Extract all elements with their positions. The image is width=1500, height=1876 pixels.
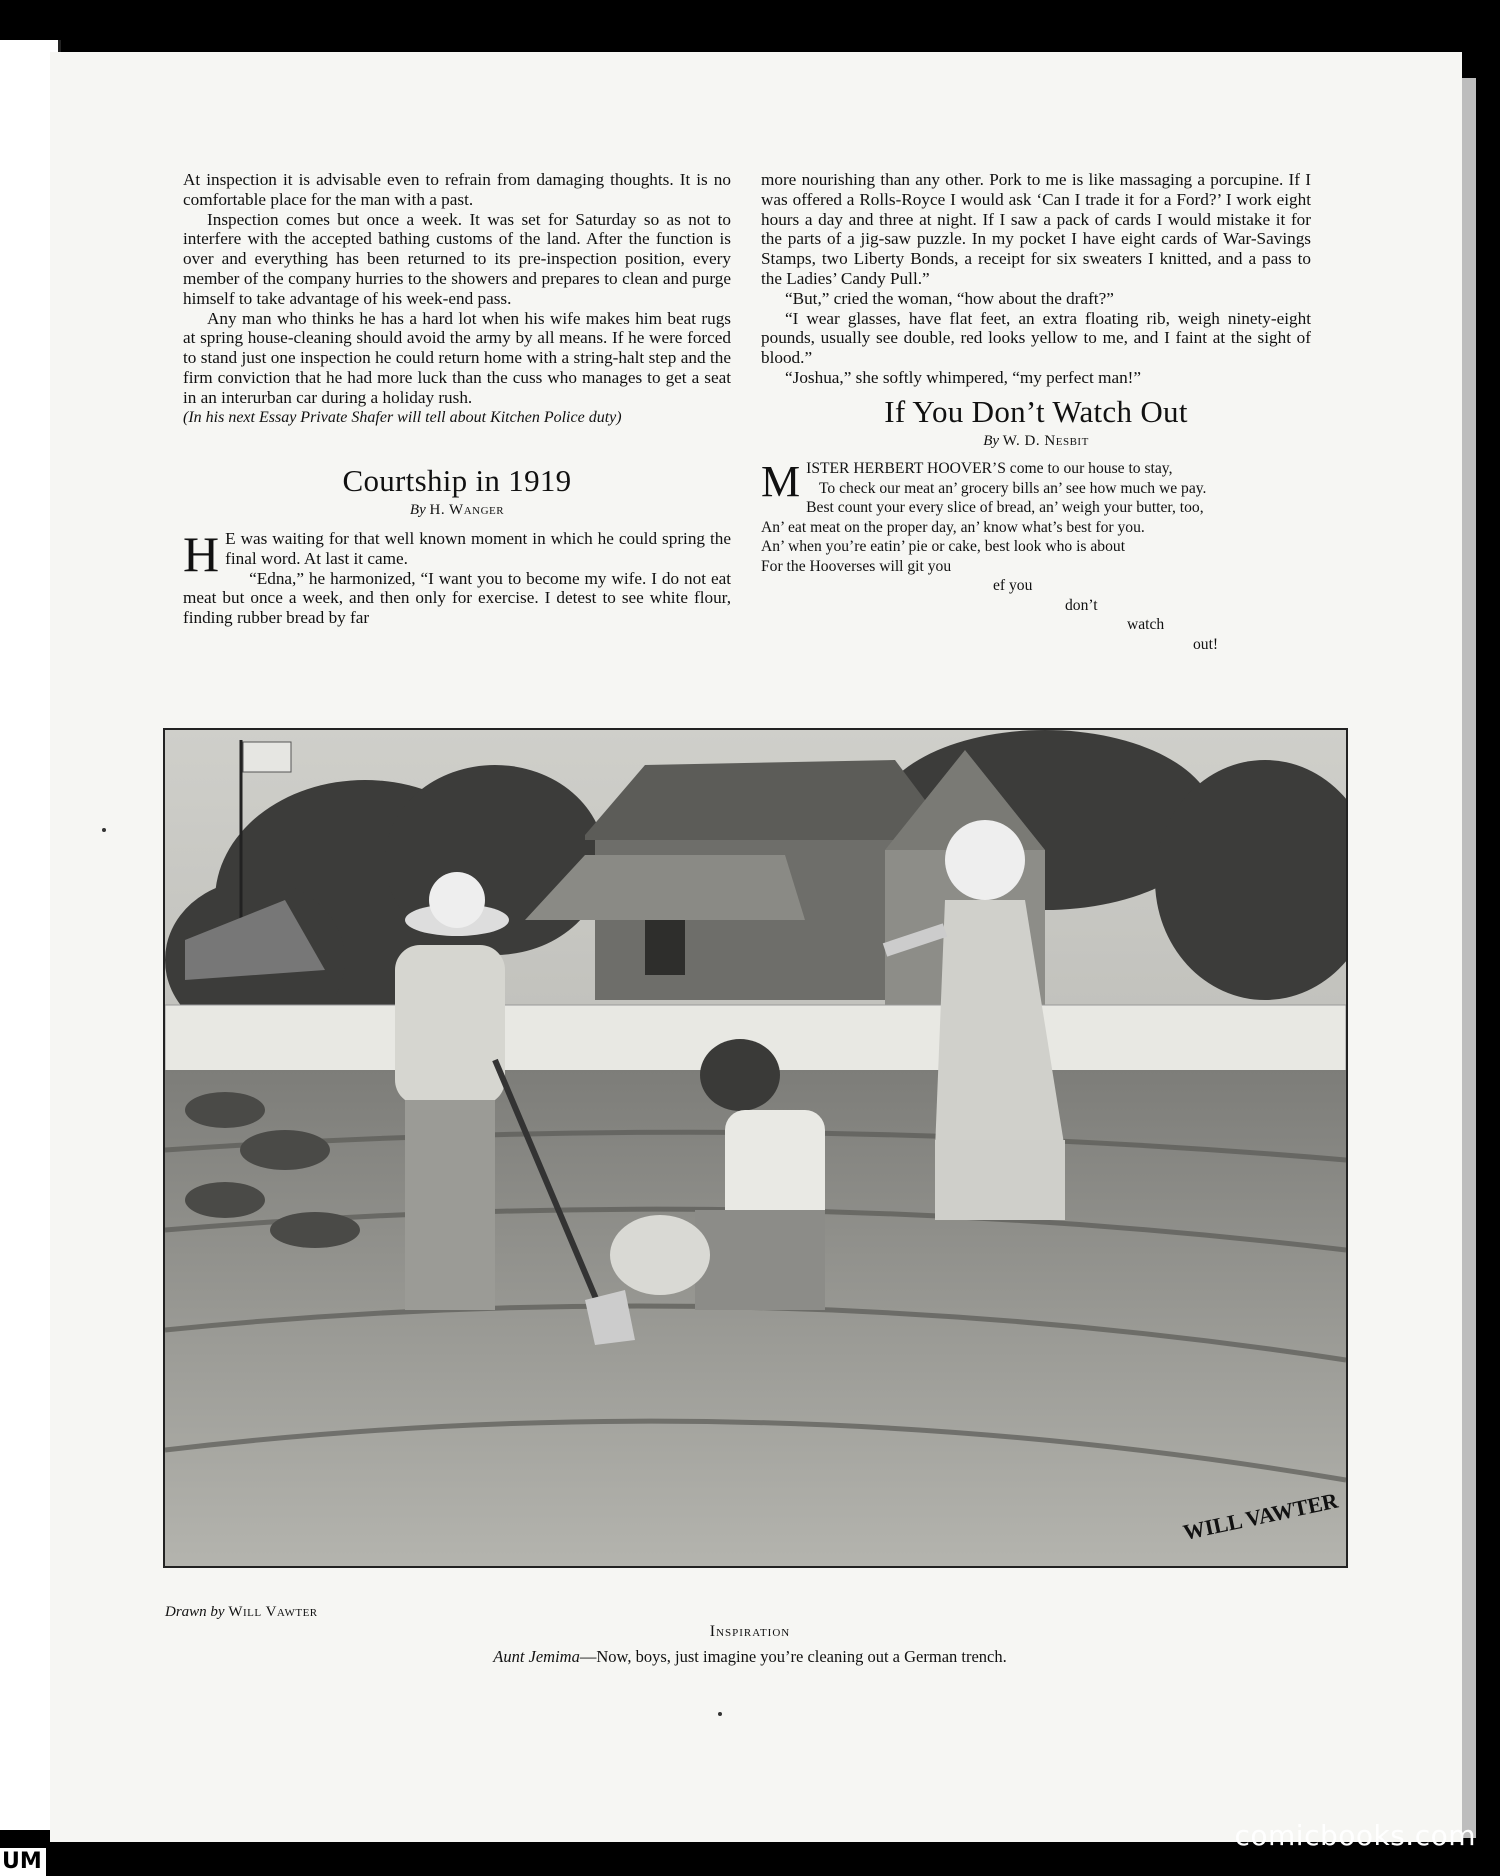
article-paragraph: “Joshua,” she softly whimpered, “my perfect man!” [785,367,1142,387]
poem-stair-line: out! [1193,635,1219,653]
essay-footnote: (In his next Essay Private Shafer will tell about Kitchen Police duty) [183,408,622,426]
poem-byline [761,432,1311,452]
credit-artist: Will Vawter [228,1604,318,1620]
illustration-credit [165,1604,318,1621]
drop-cap: H [183,525,220,582]
speck [718,1712,722,1716]
byline-prefix: By [409,502,426,519]
poem-stair-line: don’t [1065,596,1098,614]
byline-author: H. Wanger [429,502,505,519]
page-edge [1462,78,1476,1838]
illustration [163,728,1348,1568]
article-paragraph [183,525,731,582]
article-paragraph: more nourishing than any other. Pork to me is like massaging a porcupine. If I was offered a Rolls-Royce I would ask ‘Can I trade it for a Ford?’ I work eight hours a day and three at night. If I saw a pack of cards I would mistake it for the parts of a jig-saw puzzle. In my pocket I have eight cards of War-Savings Stamps, two Liberty Bonds, a receipt for six sweaters I knitted, and a pass to the Ladies’ Candy Pull.” [761,170,1311,288]
article-byline [183,501,731,521]
poem-line: An’ when you’re eatin’ pie or cake, best look who is about [761,538,1126,556]
site-watermark: comicbooks.com [1234,1819,1476,1852]
essay-paragraph: Inspection comes but once a week. It was set for Saturday so as not to interfere with the accepted bathing customs of the land. After the function is over and everything has been returned to its pre-inspection position, every member of the company hurries to the showers and prepares to clean and purge himself to take advantage of his week-end pass. [183,209,731,308]
article-paragraph: “But,” cried the woman, “how about the draft?” [785,288,1114,308]
poem-line: An’ eat meat on the proper day, an’ know what’s best for you. [761,518,1145,536]
article-paragraph: “I wear glasses, have flat feet, an extra floating rib, weigh ninety-eight pounds, usually see double, red looks yellow to me, and I faint at the sight of blood.” [761,308,1311,368]
poem-body [761,459,1311,654]
poem-line: Best count your every slice of bread, an’ weigh your butter, too, [806,499,1204,517]
essay-paragraph: At inspection it is advisable even to refrain from damaging thoughts. It is no comfortable place for the man with a past. [183,170,731,209]
flag [243,742,291,772]
poem-stair-line: watch [1127,616,1165,634]
artist-signature: WILL VAWTER [1180,1487,1341,1545]
poem-title: If You Don’t Watch Out [884,393,1188,429]
poem-line: For the Hooverses will git you [761,557,952,575]
byline-author: W. D. Nesbit [1002,432,1089,449]
edge-label: UM [0,1848,46,1876]
poem-line: ISTER HERBERT HOOVER’S come to our house to stay, [806,460,1173,478]
caption-text: —Now, boys, just imagine you’re cleaning out a German trench. [579,1647,1007,1666]
garden-scene [165,730,1346,1566]
caption-title: Inspiration [709,1623,791,1640]
credit-prefix: Drawn by [165,1604,225,1620]
article-paragraph: “Edna,” he harmonized, “I want you to become my wife. I do not eat meat but once a week, and then only for exercise. I detest to see white flour, finding rubber bread by far [183,568,731,628]
article-text: E was waiting for that well known moment in which he could spring the final word. At last it came. [225,528,731,568]
poem-line: To check our meat an’ grocery bills an’ see how much we pay. [819,479,1207,497]
byline-prefix: By [983,432,1000,449]
poem-stair-line: ef you [993,577,1033,595]
article-title: Courtship in 1919 [342,463,572,499]
caption-speaker: Aunt Jemima [493,1647,580,1666]
essay-paragraph: Any man who thinks he has a hard lot when his wife makes him beat rugs at spring house-cleaning should avoid the army by all means. If he were forced to stand just one inspection he could return home with a string-halt step and the firm conviction that he had more luck than the cuss who manages to get a seat in an interurban car during a holiday rush. [183,308,731,407]
caption-line [0,1647,1500,1667]
drop-cap: M [761,457,801,507]
left-column [183,170,731,628]
speck [102,828,106,832]
right-column [761,170,1311,654]
